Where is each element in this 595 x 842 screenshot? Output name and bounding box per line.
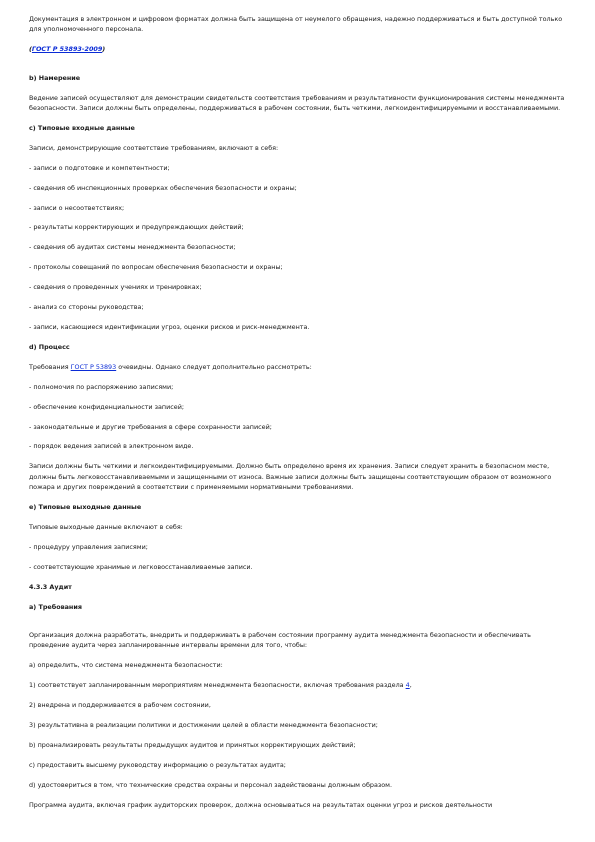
paragraph-a-final: Программа аудита, включая график аудиторских проверок, должна основываться на результатах оценки угроз и рисков деятельности (29, 800, 493, 809)
paragraph-e-intro: Типовые выходные данные включают в себя: (29, 522, 183, 531)
heading-a-requirements: a) Требования (29, 602, 82, 611)
paragraph-b: Ведение записей осуществляют для демонстрации свидетельств соответствия требованиям и результативности функционирования системы менеджмента безопасности. Записи должны быть определены, поддерживаться в рабочем состоянии, быть четкими, легкоидентифицируемыми и восстанавливаемыми. (29, 93, 565, 113)
section-heading-4-3-3: 4.3.3 Аудит (29, 582, 72, 591)
list-item: - сведения о проведенных учениях и тренировках; (29, 283, 202, 292)
list-item: - записи, касающиеся идентификации угроз, оценки рисков и риск-менеджмента. (29, 323, 310, 331)
list-item: d) удостовериться в том, что технические средства охраны и персонал задействованы должным образом. (29, 780, 393, 789)
paragraph-c-intro: Записи, демонстрирующие соответствие требованиям, включают в себя: (29, 143, 279, 152)
list-item: 2) внедрена и поддерживается в рабочем состоянии, (29, 701, 211, 710)
list-item: - соответствующие хранимые и легковосстанавливаемые записи. (29, 562, 253, 571)
list-item: 3) результативна в реализации политики и достижении целей в области менеджмента безопасности; (29, 721, 378, 730)
reference-gost-2009 (29, 44, 569, 54)
link-gost-53893-2009[interactable]: ГОСТ Р 53893-2009 (31, 45, 103, 54)
list-item: - сведения об аудитах системы менеджмента безопасности; (29, 243, 236, 252)
text-pre: Требования (29, 362, 71, 371)
link-gost-53893[interactable]: ГОСТ Р 53893 (70, 362, 117, 371)
list-item: - сведения об инспекционных проверках обеспечения безопасности и охраны; (29, 183, 297, 192)
link-section-4[interactable]: 4 (405, 681, 410, 690)
list-item: - полномочия по распоряжению записями; (29, 382, 174, 391)
list-item: - процедуру управления записями; (29, 542, 148, 551)
heading-e: e) Типовые выходные данные (29, 503, 142, 512)
text-post: , (409, 681, 412, 690)
list-item (29, 680, 569, 690)
heading-c: c) Типовые входные данные (29, 123, 135, 132)
list-item: - анализ со стороны руководства; (29, 303, 144, 312)
ref-open: ( (29, 45, 32, 54)
list-item: - обеспечение конфиденциальности записей; (29, 402, 185, 411)
ref-close: ) (102, 45, 106, 54)
list-item: b) проанализировать результаты предыдущих аудитов и принятых корректирующих действий; (29, 740, 356, 749)
list-item: а) определить, что система менеджмента безопасности: (29, 661, 223, 670)
paragraph-d: Записи должны быть четкими и легкоидентифицируемыми. Должно быть определено время их хранения. Записи следует хранить в безопасном месте, должны быть легковосстанавливаемыми и защищенными от износа. Важные записи должны быть защищены соответствующим образом от возможного пожара и других повреждений в соответствии с применяемыми нормативными требованиями. (29, 462, 552, 492)
list-item: - записи о несоответствиях; (29, 203, 125, 212)
text-pre: 1) соответствует запланированным мероприятиям менеджмента безопасности, включая требования раздела (29, 681, 406, 690)
list-item: - результаты корректирующих и предупреждающих действий; (29, 223, 244, 232)
heading-d: d) Процесс (29, 342, 70, 351)
paragraph-intro: Документация в электронном и цифровом форматах должна быть защищена от неумелого обращения, надежно поддерживаться и быть доступной только для уполномоченного персонала. (29, 15, 563, 34)
heading-b: b) Намерение (29, 73, 81, 82)
document-page (29, 14, 569, 810)
list-item: - законодательные и другие требования в сфере сохранности записей; (29, 422, 272, 431)
text-post: очевидны. Однако следует дополнительно рассмотреть: (116, 362, 312, 371)
list-item: - порядок ведения записей в электронном виде. (29, 442, 194, 451)
paragraph-d-requirements (29, 362, 569, 372)
paragraph-a: Организация должна разработать, внедрить и поддерживать в рабочем состоянии программу аудита менеджмента безопасности и обеспечивать проведение аудита через запланированные интервалы времени для того, чтобы: (29, 631, 531, 650)
list-item: - записи о подготовке и компетентности; (29, 163, 170, 172)
list-item: - протоколы совещаний по вопросам обеспечения безопасности и охраны; (29, 263, 283, 272)
list-item: c) предоставить высшему руководству информацию о результатах аудита; (29, 760, 286, 769)
